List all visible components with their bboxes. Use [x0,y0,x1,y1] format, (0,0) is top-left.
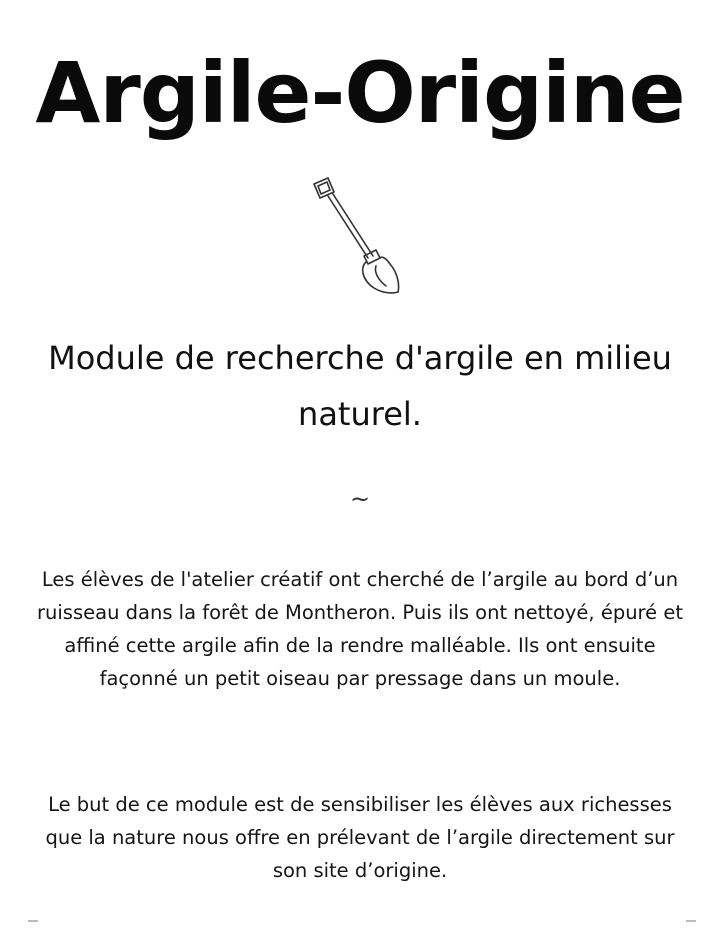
shovel-icon [304,172,414,302]
separator: ~ [349,485,371,513]
subtitle: Module de recherche d'argile en milieu naturel. [48,339,672,433]
corner-mark-right [686,920,696,922]
corner-mark-left [28,920,38,922]
page-title: Argile-Origine [35,44,685,142]
paragraph-2: Le but de ce module est de sensibiliser les élèves aux richesses que la nature nous offre en prélevant de l’argile directement sur son site d’origine. [45,793,675,882]
paragraph-1: Les élèves de l'atelier créatif ont cherché de l’argile au bord d’un ruisseau dans la forêt de Montheron. Puis ils ont nettoyé, épuré et affiné cette argile afin de la rendre malléable. Ils ont ensuite façonné un petit oiseau par pressage dans un moule. [37,568,683,690]
